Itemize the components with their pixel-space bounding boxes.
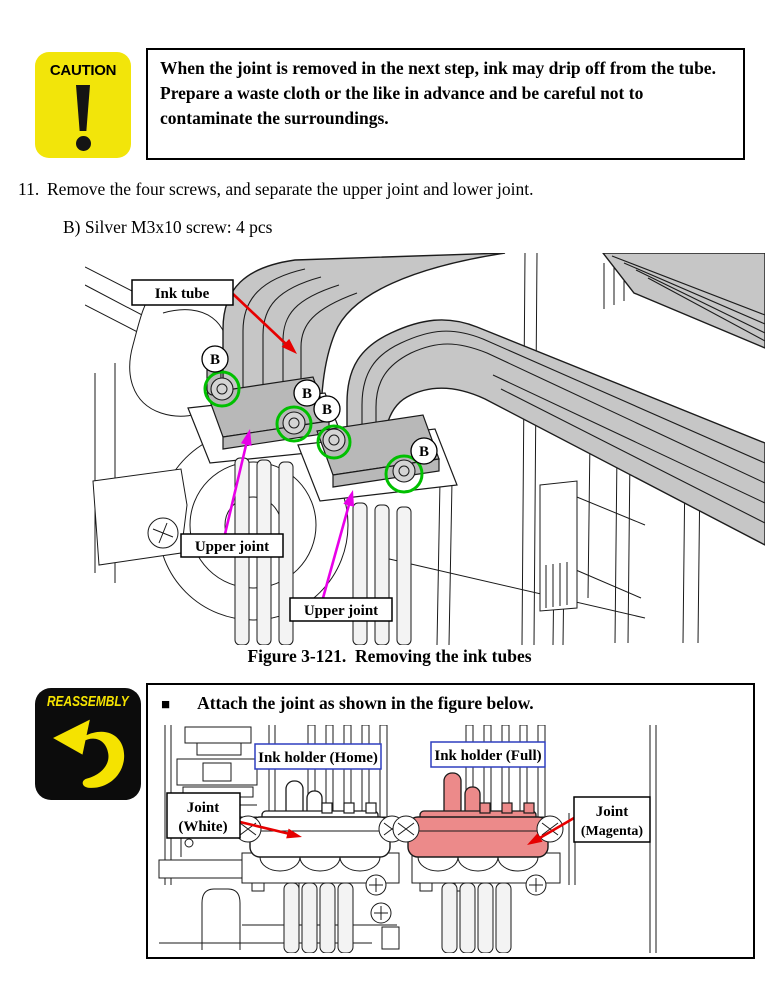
caution-message-box	[146, 48, 745, 160]
badge-b2-label: B	[301, 386, 313, 402]
reassembly-arrow-icon	[42, 710, 134, 790]
screw-b4	[393, 460, 415, 482]
reassembly-header	[161, 693, 534, 714]
badge-b4-label: B	[418, 444, 430, 460]
ink-tube-band-top-right	[603, 253, 765, 348]
ink-holder-full-callout	[431, 742, 545, 767]
upper-joint-right-label: Upper joint	[303, 603, 379, 619]
joint-magenta-label-line2: (Magenta)	[580, 824, 644, 839]
caution-icon	[35, 52, 131, 158]
ink-tube-label: Ink tube	[154, 286, 210, 302]
figure-attach-joint	[157, 725, 747, 953]
upper-joint-left-label: Upper joint	[194, 539, 270, 555]
screw-b2	[283, 412, 305, 434]
tubes-below-full	[442, 883, 511, 953]
joint-white-label-line1: Joint	[186, 800, 220, 816]
caution-message: When the joint is removed in the next step, ink may drip off from the tube. Prepare a waste cloth or the like in advance and be careful not to contaminate the surroundings.	[160, 58, 716, 128]
reassembly-instruction: Attach the joint as shown in the figure below.	[197, 693, 534, 713]
step-instruction: Remove the four screws, and separate the upper joint and lower joint.	[47, 179, 534, 199]
figure-caption: Figure 3-121. Removing the ink tubes	[247, 646, 532, 666]
joint-magenta-label-line1: Joint	[595, 804, 629, 820]
figure-removing-ink-tubes	[85, 253, 765, 645]
reassembly-icon	[35, 688, 141, 800]
ink-holder-home-callout	[255, 744, 381, 769]
reassembly-box	[146, 683, 755, 959]
ink-holder-home-label: Ink holder (Home)	[258, 750, 378, 766]
step-screw-detail: B) Silver M3x10 screw: 4 pcs	[63, 217, 273, 237]
badge-b3-label: B	[321, 402, 333, 418]
exclamation-icon	[76, 85, 90, 131]
square-bullet-icon: ■	[161, 697, 171, 713]
caution-icon-label: CAUTION	[49, 62, 117, 79]
screw-b3	[323, 429, 345, 451]
step-number: 11.	[18, 179, 40, 199]
reassembly-icon-label: REASSEMBLY	[47, 694, 129, 710]
ink-holder-full-label: Ink holder (Full)	[434, 748, 542, 764]
exclamation-dot-icon	[76, 136, 91, 151]
joint-white-label-line2: (White)	[178, 819, 228, 835]
badge-b1-label: B	[209, 352, 221, 368]
upper-joint-right-arrow	[323, 501, 350, 598]
screw-b1	[211, 378, 233, 400]
